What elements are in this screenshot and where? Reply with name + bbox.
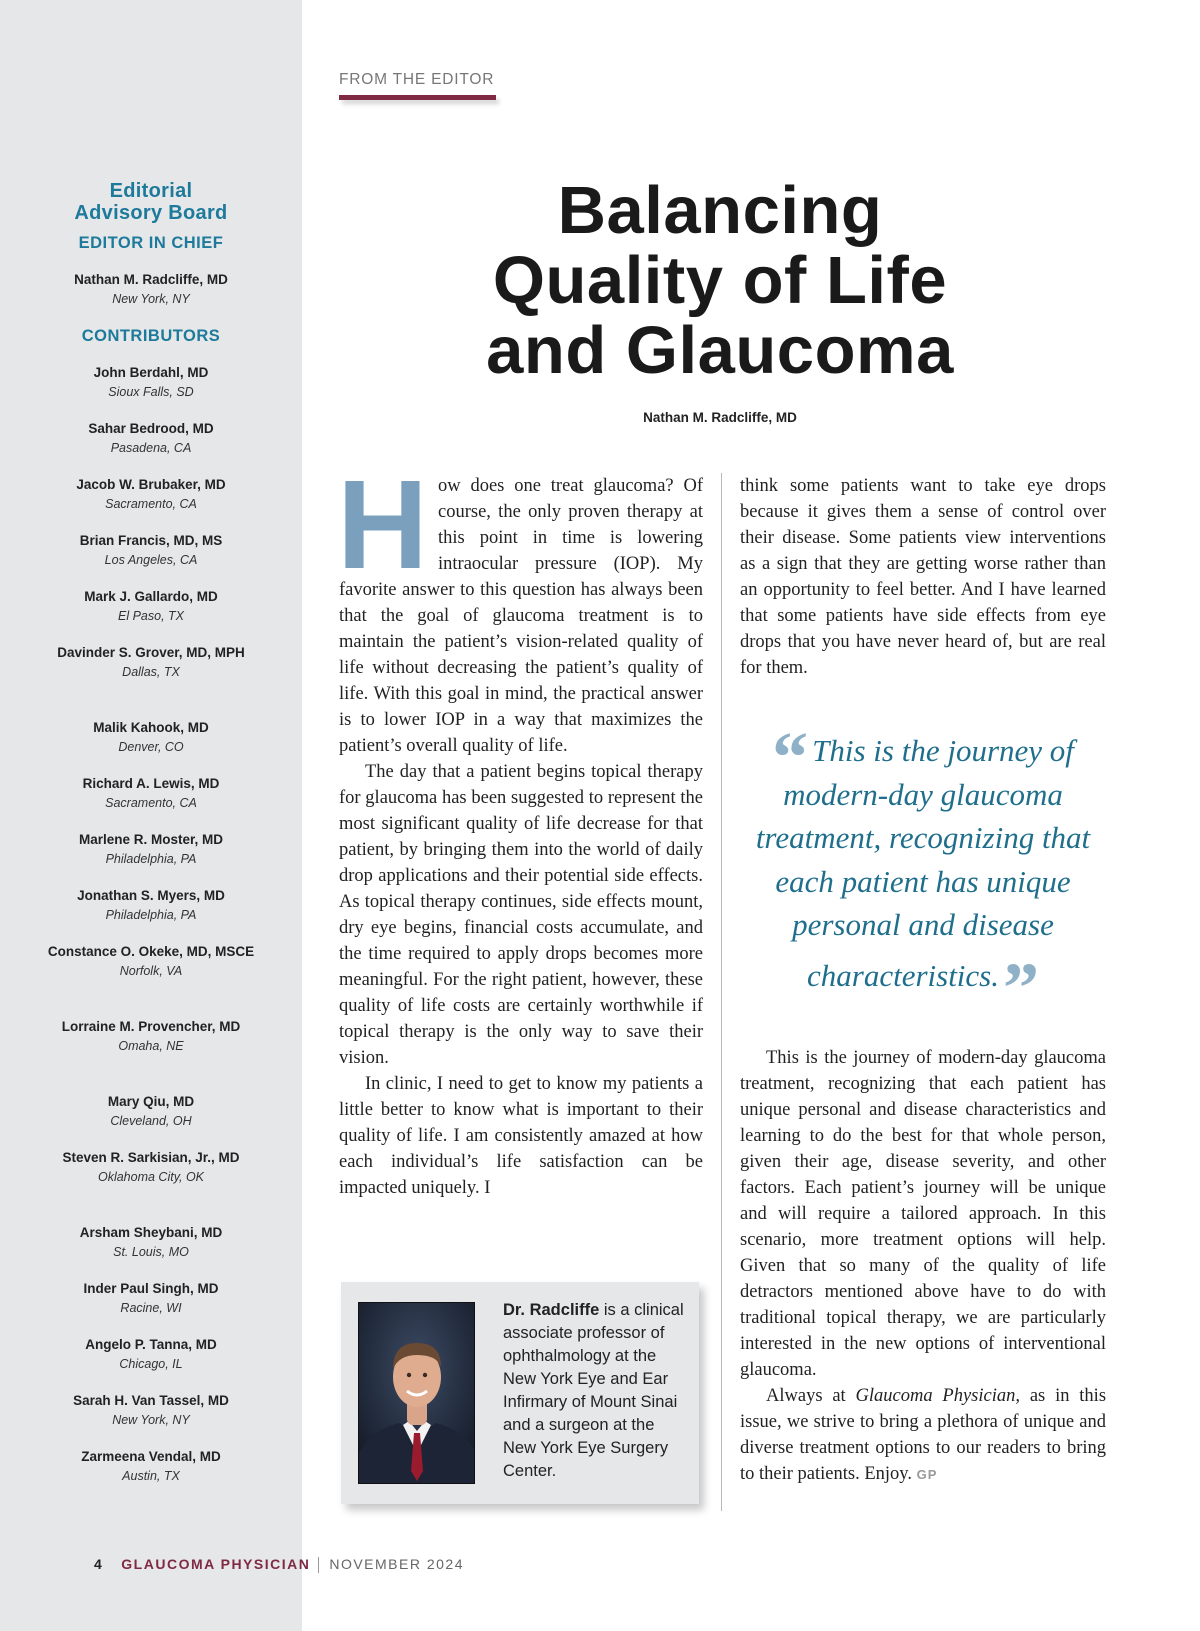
contributor-entry bbox=[0, 1280, 302, 1317]
paragraph-2: The day that a patient begins topical therapy for glaucoma has been suggested to represent the most significant quality of life decrease for that patient, by bringing them into the world of daily drop applications and their potential side effects. As topical therapy continues, side effects mount, dry eye begins, financial costs accumulate, and the time required to apply drops becomes more meaningful. For the right patient, however, these quality of life costs are certainly worthwhile if topical therapy is the only way to save their vision. bbox=[339, 762, 703, 1068]
section-kicker: FROM THE EDITOR bbox=[339, 71, 495, 88]
paragraph-3: In clinic, I need to get to know my patients a little better to know what is important to their quality of life. I am consistently amazed at how each individual’s life satisfaction can be impacted uniquely. I bbox=[339, 1074, 703, 1198]
author-portrait-icon bbox=[359, 1303, 475, 1484]
pull-quote-text: This is the journey of modern-day glaucoma treatment, recognizing that each patient has unique personal and disease characteristics. bbox=[755, 733, 1091, 993]
headline-line1: Balancing bbox=[557, 173, 883, 248]
person-location: Denver, CO bbox=[118, 739, 184, 754]
page-footer bbox=[94, 1556, 464, 1573]
contributors-heading: CONTRIBUTORS bbox=[81, 327, 221, 345]
person-location: Los Angeles, CA bbox=[104, 552, 198, 567]
person-name: Brian Francis, MD, MS bbox=[79, 533, 223, 548]
article-column-right-bottom bbox=[740, 1045, 1106, 1488]
footer-separator bbox=[318, 1557, 319, 1573]
person-name: Arsham Sheybani, MD bbox=[79, 1225, 223, 1240]
person-location: El Paso, TX bbox=[118, 608, 184, 623]
person-name: Nathan M. Radcliffe, MD bbox=[74, 272, 228, 287]
paragraph-5 bbox=[740, 1383, 1106, 1488]
contributor-entry bbox=[0, 719, 302, 756]
person-name: Zarmeena Vendal, MD bbox=[81, 1449, 221, 1464]
author-photo bbox=[358, 1302, 475, 1484]
close-quote-icon: ” bbox=[1003, 947, 1039, 1028]
contributor-entry bbox=[0, 1149, 302, 1186]
contributor-entry bbox=[0, 364, 302, 401]
person-location: Racine, WI bbox=[120, 1300, 182, 1315]
paragraph-1 bbox=[337, 454, 703, 759]
paragraph-3-continued: think some patients want to take eye drops because it gives them a sense of control over their disease. Some patients view interventions as a sign that they are getting worse rather than an opportunity to feel better. And I have learned that some patients have side effects from eye drops that you have never heard of, but are real for them. bbox=[740, 476, 1106, 678]
person-name: Steven R. Sarkisian, Jr., MD bbox=[62, 1150, 240, 1165]
headline-line3: and Glaucoma bbox=[486, 313, 954, 388]
contributor-entry bbox=[0, 644, 302, 681]
board-title-line1: Editorial bbox=[109, 180, 193, 202]
person-name: Angelo P. Tanna, MD bbox=[85, 1337, 217, 1352]
editor-entry bbox=[0, 271, 302, 308]
bio-description: is a clinical associate professor of ophthalmology at the New York Eye and Ear Infirmary of Mount Sinai and a surgeon at the New York Eye Surgery Center. bbox=[503, 1301, 684, 1480]
contributor-entry bbox=[0, 1018, 302, 1055]
person-name: Lorraine M. Provencher, MD bbox=[61, 1019, 241, 1034]
person-name: Mary Qiu, MD bbox=[107, 1094, 195, 1109]
person-location: Austin, TX bbox=[122, 1468, 180, 1483]
contributor-entry bbox=[0, 1392, 302, 1429]
bio-name: Dr. Radcliffe bbox=[503, 1301, 600, 1319]
contributor-entry bbox=[0, 775, 302, 812]
author-bio-box bbox=[341, 1282, 699, 1504]
person-location: Oklahoma City, OK bbox=[97, 1169, 205, 1184]
open-quote-icon: “ bbox=[772, 717, 809, 797]
person-name: Malik Kahook, MD bbox=[93, 720, 209, 735]
person-location: Chicago, IL bbox=[119, 1356, 183, 1371]
person-name: Marlene R. Moster, MD bbox=[78, 832, 224, 847]
contributor-entry bbox=[0, 1336, 302, 1373]
person-location: Sioux Falls, SD bbox=[108, 384, 194, 399]
person-location: Cleveland, OH bbox=[110, 1113, 192, 1128]
person-name: Richard A. Lewis, MD bbox=[82, 776, 220, 791]
contributor-entry bbox=[0, 943, 302, 980]
board-title bbox=[0, 180, 302, 224]
person-name: Inder Paul Singh, MD bbox=[83, 1281, 219, 1296]
contributor-entry bbox=[0, 887, 302, 924]
person-name: Jacob W. Brubaker, MD bbox=[76, 477, 226, 492]
editorial-board-sidebar bbox=[0, 0, 302, 1631]
article-column-left bbox=[337, 454, 703, 1201]
person-location: Omaha, NE bbox=[118, 1038, 184, 1053]
person-location: Philadelphia, PA bbox=[105, 851, 197, 866]
person-name: Sahar Bedrood, MD bbox=[88, 421, 214, 436]
contributor-entry bbox=[0, 476, 302, 513]
kicker-underline bbox=[339, 95, 496, 100]
article-headline bbox=[400, 173, 1040, 388]
person-location: New York, NY bbox=[112, 291, 190, 306]
paragraph-5-end: as in this issue, we strive to bring a plethora of unique and diverse treatment options to our readers to bring to their patients. Enjoy. bbox=[740, 1386, 1107, 1484]
drop-cap: H bbox=[337, 454, 428, 595]
editor-in-chief-heading: EDITOR IN CHIEF bbox=[78, 234, 224, 252]
page-number: 4 bbox=[94, 1556, 104, 1572]
bio-text bbox=[503, 1299, 688, 1483]
end-mark: GP bbox=[916, 1467, 938, 1482]
issue-date: NOVEMBER 2024 bbox=[329, 1556, 465, 1572]
person-location: Pasadena, CA bbox=[110, 440, 192, 455]
magazine-name: GLAUCOMA PHYSICIAN bbox=[121, 1556, 311, 1572]
byline: Nathan M. Radcliffe, MD bbox=[643, 410, 797, 425]
column-divider bbox=[721, 473, 722, 1511]
person-location: Sacramento, CA bbox=[105, 496, 197, 511]
paragraph-1-text: ow does one treat glaucoma? Of course, the only proven therapy at this point in time is lowering intraocular pressure (IOP). My favorite answer to this question has always been that the goal of glaucoma treatment is to maintain the patient’s vision-related quality of life without decreasing the patient’s quality of life. With this goal in mind, the practical answer is to lower IOP in a way that maximizes the patient’s overall quality of life. bbox=[339, 476, 703, 756]
person-location: Philadelphia, PA bbox=[105, 907, 197, 922]
person-location: Dallas, TX bbox=[122, 664, 180, 679]
person-name: John Berdahl, MD bbox=[93, 365, 209, 380]
paragraph-5-start: Always at bbox=[766, 1386, 856, 1406]
paragraph-4: This is the journey of modern-day glaucoma treatment, recognizing that each patient has unique personal and disease characteristics and learning to do the best for that whole person, given their age, disease severity, and other factors. Each patient’s journey will be unique and will require a tailored approach. In this scenario, more treatment options will help. Given that so many of the quality of life detractors mentioned above have to do with traditional topical therapy, we are particularly interested in the new options of interventional glaucoma. bbox=[740, 1048, 1106, 1380]
person-location: Norfolk, VA bbox=[119, 963, 183, 978]
contributor-entry bbox=[0, 1224, 302, 1261]
person-location: St. Louis, MO bbox=[113, 1244, 189, 1259]
contributor-entry bbox=[0, 532, 302, 569]
contributor-entry bbox=[0, 1093, 302, 1130]
publication-name: Glaucoma Physician, bbox=[855, 1386, 1021, 1406]
person-name: Davinder S. Grover, MD, MPH bbox=[57, 645, 245, 660]
person-location: New York, NY bbox=[112, 1412, 190, 1427]
headline-line2: Quality of Life bbox=[492, 243, 948, 318]
contributor-entry bbox=[0, 1448, 302, 1485]
person-name: Mark J. Gallardo, MD bbox=[84, 589, 218, 604]
contributor-entry bbox=[0, 588, 302, 625]
person-name: Sarah H. Van Tassel, MD bbox=[73, 1393, 229, 1408]
board-title-line2: Advisory Board bbox=[74, 202, 228, 224]
person-location: Sacramento, CA bbox=[105, 795, 197, 810]
person-name: Jonathan S. Myers, MD bbox=[77, 888, 225, 903]
contributor-entry bbox=[0, 420, 302, 457]
person-name: Constance O. Okeke, MD, MSCE bbox=[47, 944, 255, 959]
contributor-entry bbox=[0, 831, 302, 868]
article-column-right-top bbox=[740, 473, 1106, 681]
pull-quote bbox=[740, 717, 1106, 1028]
